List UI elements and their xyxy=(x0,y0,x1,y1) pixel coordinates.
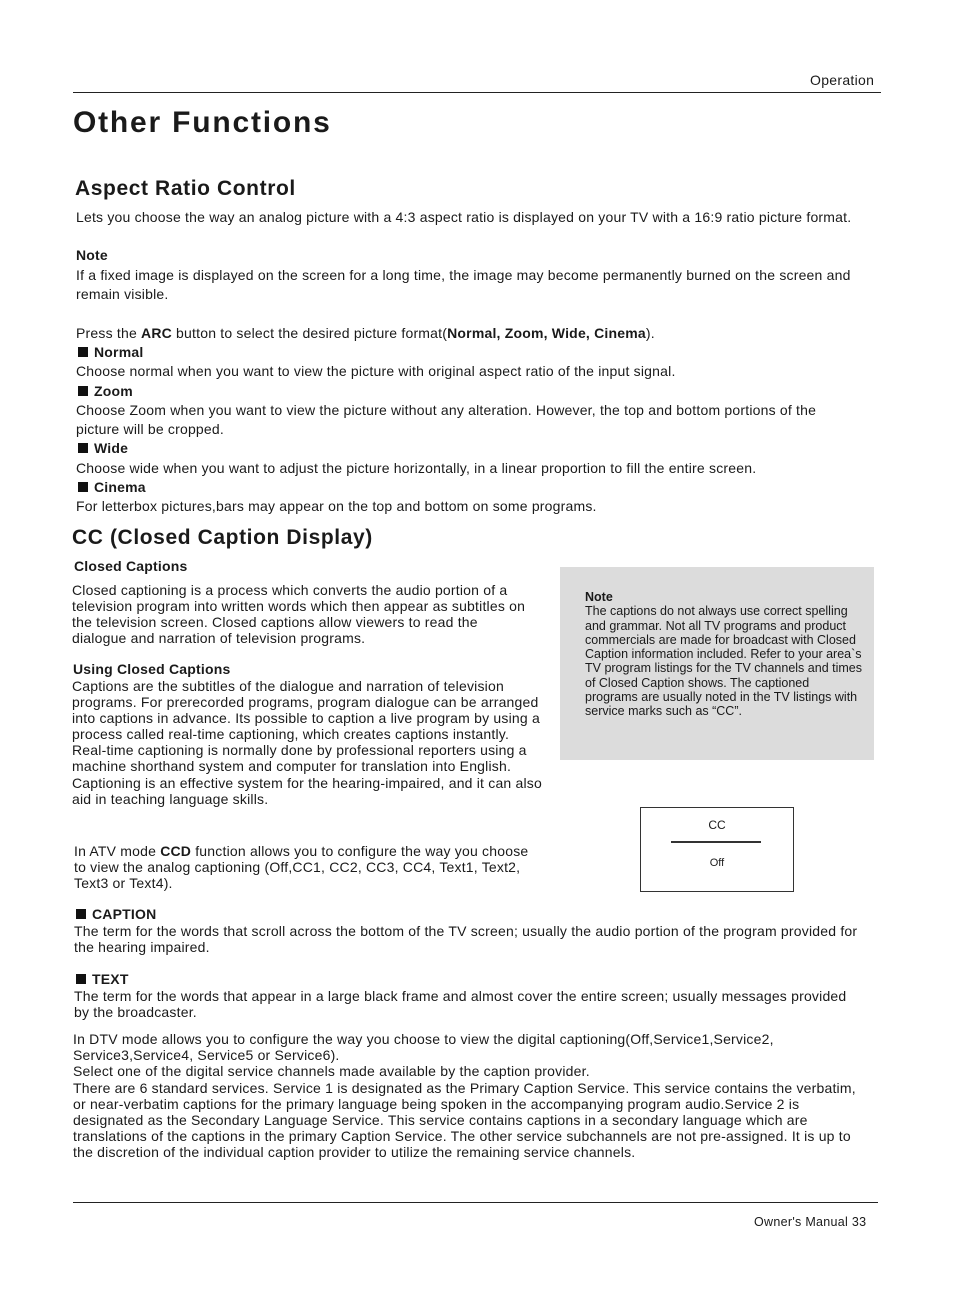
arc-key: ARC xyxy=(141,325,172,341)
cc-osd-value: Off xyxy=(709,857,725,869)
mode-cinema-text: For letterbox pictures,bars may appear on the top and bottom on some programs. xyxy=(76,498,597,514)
closed-captions-text: Closed captioning is a process which converts the audio portion of a television program into written words which then appear as subtitles on the television screen. Closed captions allow viewers to read the dialogue and narration of television programs. xyxy=(72,582,526,647)
bullet-square-icon xyxy=(78,386,88,396)
mode-normal-label: Normal xyxy=(78,343,143,362)
format-list: Normal, Zoom, Wide, Cinema xyxy=(447,325,646,341)
aspect-press-instruction xyxy=(76,324,876,343)
cc-note-text: The captions do not always use correct spelling and grammar. Not all TV programs and product commercials are made for broadcast with Closed Caption information included. Refer to your area`s TV program listings for the TV channels and times of Closed Caption shows. The captioned programs are usually noted in the TV listings with service marks such as “CC”. xyxy=(585,604,862,719)
cc-osd-divider xyxy=(671,841,761,843)
bullet-square-icon xyxy=(78,347,88,357)
mode-zoom-label: Zoom xyxy=(78,382,133,401)
aspect-heading: Aspect Ratio Control xyxy=(75,177,296,200)
section-name: Operation xyxy=(810,72,875,88)
atv-mode-text: In ATV mode CCD function allows you to configure the way you choose to view the analog captioning (Off,CC1, CC2, CC3, CC4, Text1, Text2, Text3 or Text4). xyxy=(74,843,529,892)
footer-rule xyxy=(73,1202,878,1203)
page-footer: Owner's Manual 33 xyxy=(754,1215,867,1229)
closed-captions-label: Closed Captions xyxy=(74,558,188,574)
page-title: Other Functions xyxy=(73,106,332,139)
bullet-square-icon xyxy=(78,443,88,453)
aspect-note-text: If a fixed image is displayed on the screen for a long time, the image may become permanently burned on the screen and remain visible. xyxy=(76,267,851,303)
aspect-note-label: Note xyxy=(76,247,108,263)
mode-zoom-text: Choose Zoom when you want to view the picture without any alteration. However, the top and bottom portions of the picture will be cropped. xyxy=(76,402,817,438)
cc-heading: CC (Closed Caption Display) xyxy=(72,526,373,549)
bullet-square-icon xyxy=(76,974,86,984)
dtv-services-text: There are 6 standard services. Service 1 is designated as the Primary Caption Service. This service contains the verbatim, or near-verbatim captions for the primary language being spoken in the accompanying program audio.Service 2 is designated as the Secondary Language Service. This service contains captions in a secondary language which are translations of the captions in the primary Caption Service. The other service subchannels are not pre-assigned. It is up to the discretion of the individual caption provider to utilize the remaining service channels. xyxy=(73,1080,856,1161)
mode-cinema-label: Cinema xyxy=(78,478,146,497)
caption-label: CAPTION xyxy=(76,905,156,924)
caption-text: The term for the words that scroll across the bottom of the TV screen; usually the audio portion of the program provided for the hearing impaired. xyxy=(74,923,858,956)
text-label: TEXT xyxy=(76,970,129,989)
cc-note xyxy=(585,590,865,719)
mode-normal-text: Choose normal when you want to view the picture with original aspect ratio of the input signal. xyxy=(76,363,676,379)
press-post: ). xyxy=(645,325,655,341)
bullet-square-icon xyxy=(78,482,88,492)
using-captions-label: Using Closed Captions xyxy=(73,661,231,677)
cc-osd-box xyxy=(640,807,794,892)
text-text: The term for the words that appear in a large black frame and almost cover the entire screen; usually messages provided by the broadcaster. xyxy=(74,988,847,1021)
dtv-mode-text: In DTV mode allows you to configure the way you choose to view the digital captioning(Off,Service1,Service2, Service3,Service4, Service5 or Service6). xyxy=(73,1031,774,1064)
header-rule xyxy=(73,92,881,93)
press-mid: button to select the desired picture format( xyxy=(171,325,448,341)
dtv-select-text: Select one of the digital service channels made available by the caption provider. xyxy=(73,1063,590,1079)
mode-wide-text: Choose wide when you want to adjust the picture horizontally, in a linear proportion to fill the entire screen. xyxy=(76,460,757,476)
aspect-intro: Lets you choose the way an analog picture with a 4:3 aspect ratio is displayed on your TV with a 16:9 ratio picture format. xyxy=(76,209,852,225)
mode-wide-label: Wide xyxy=(78,439,128,458)
ccd-key: CCD xyxy=(160,843,192,859)
press-pre: Press the xyxy=(76,325,142,341)
cc-note-label: Note xyxy=(585,590,613,604)
using-captions-text: Captions are the subtitles of the dialogue and narration of television programs. For prerecorded programs, program dialogue can be arranged into captions in advance. Its possible to caption a live program by using a process called real-time captioning, which creates captions instantly. Real-time captioning is normally done by professional reporters using a machine shorthand system and computer for translation into English. Captioning is an effective system for the hearing-impaired, and it can also aid in teaching language skills. xyxy=(72,678,542,807)
cc-osd-label: CC xyxy=(708,818,726,832)
bullet-square-icon xyxy=(76,909,86,919)
